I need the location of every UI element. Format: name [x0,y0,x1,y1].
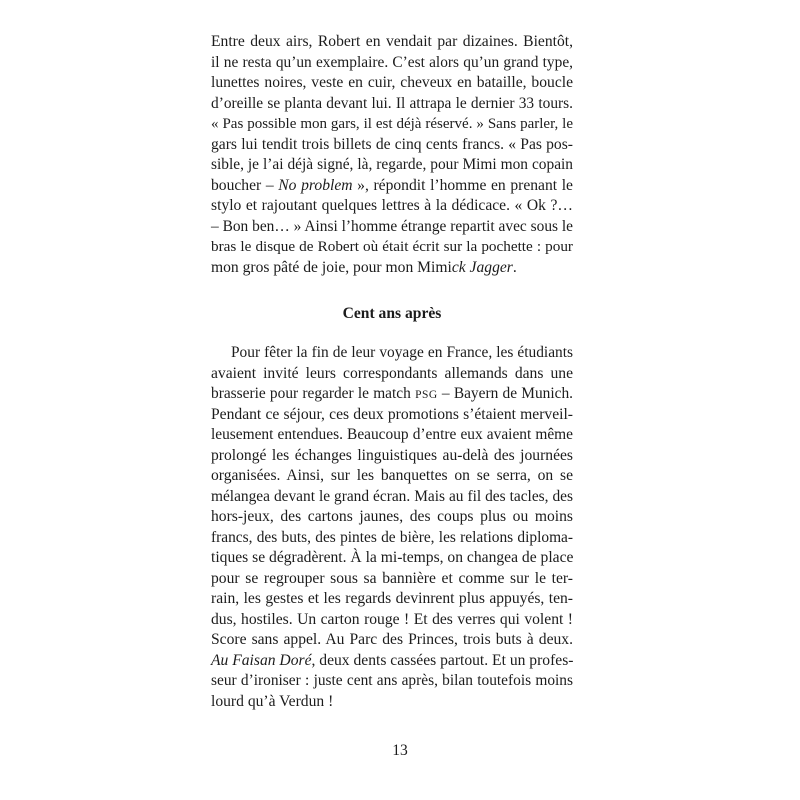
text-fragment: brasserie pour regarder le match [211,385,416,402]
text-line: stylo et rajoutant quelques lettres à la dédicace. « Ok ?… [211,197,573,214]
section-heading: Cent ans après [342,305,442,322]
text-fragment: – Bayern de Munich. [437,385,574,402]
text-line [211,384,573,405]
text-line: sible, je l’ai déjà signé, là, regarde, pour Mimi mon copain [211,156,573,173]
text-line: rain, les gestes et les regards devinrent plus appuyés, ten- [211,590,573,607]
text-line: il ne resta qu’un exemplaire. C’est alors qu’un grand type, [211,53,573,71]
italic-text: No problem [278,176,353,194]
text-line: francs, des buts, des pintes de bière, les relations diploma- [211,528,573,546]
text-line: gars lui tendit trois billets de cinq cents francs. « Pas pos- [211,135,573,153]
text-line [211,258,573,279]
italic-text: ck Jagger [451,258,513,276]
text-line: Pour fêter la fin de leur voyage en France, les étudiants [231,344,573,361]
text-fragment: , deux dents cassées partout. Et un profes- [311,651,574,669]
text-fragment: . [512,258,517,276]
text-line: mélangea devant le grand écran. Mais au fil des tacles, des [211,487,573,505]
text-fragment: boucher – [211,176,279,194]
text-line: d’oreille se planta devant lui. Il attrapa le dernier 33 tours. [211,94,573,112]
italic-text: Au Faisan Doré [211,651,312,669]
text-line: hors-jeux, des cartons jaunes, des coups plus ou moins [211,508,573,525]
text-line: tiques se dégradèrent. À la mi-temps, on changea de place [211,549,574,566]
text-fragment: », répondit l’homme en prenant le [352,176,573,194]
text-fragment: mon gros pâté de joie, pour mon Mimi [211,258,452,276]
text-line: organisées. Ainsi, sur les banquettes on se serra, on se [211,467,573,484]
text-line: lunettes noires, veste en cuir, cheveux en bataille, boucle [211,74,573,91]
text-line: – Bon ben… » Ainsi l’homme étrange repartit avec sous le [211,217,573,235]
text-line: prolongé les échanges linguistiques au-delà des journées [211,446,573,464]
paragraph-cent-ans [211,343,573,712]
text-line [211,651,573,672]
text-line: avaient invité leurs correspondants allemands dans une [211,364,573,382]
small-caps-text: PSG [415,389,438,401]
page-number: 13 [392,742,408,759]
text-line: Score sans appel. Au Parc des Princes, trois buts à deux. [211,631,573,648]
text-line [211,176,573,197]
text-line: bras le disque de Robert où était écrit sur la pochette : pour [211,238,573,255]
text-line: dus, hostiles. Un carton rouge ! Et des verres qui volent ! [211,610,573,628]
paragraph-robert [211,32,573,278]
text-line: leusement entendues. Beaucoup d’entre eux avaient même [211,426,573,443]
text-line: pour se regrouper sous sa bannière et comme sur le ter- [211,569,573,587]
text-line: Pendant ce séjour, ces deux promotions s’étaient merveil- [211,405,573,423]
text-line: « Pas possible mon gars, il est déjà réservé. » Sans parler, le [211,116,573,132]
text-line: seur d’ironiser : juste cent ans après, bilan toutefois moins [211,672,573,689]
text-line: lourd qu’à Verdun ! [211,692,334,710]
text-line: Entre deux airs, Robert en vendait par dizaines. Bientôt, [211,33,573,50]
